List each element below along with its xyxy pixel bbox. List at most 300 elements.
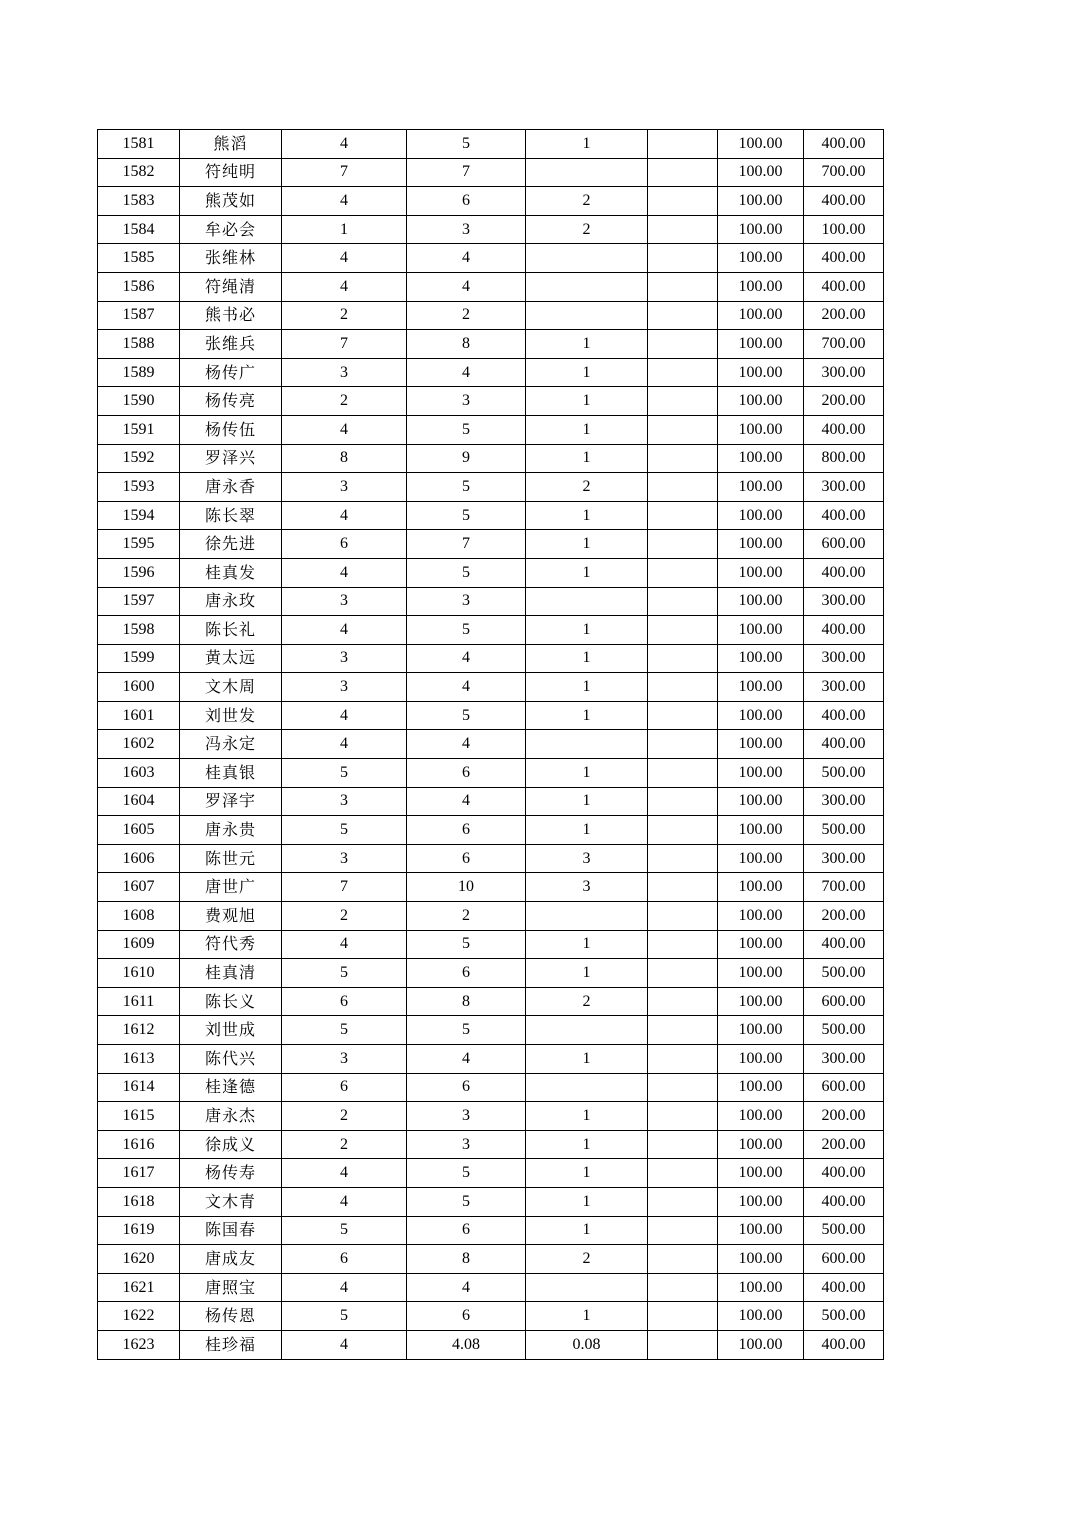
unit-amount-cell: 100.00	[718, 587, 804, 616]
total-amount-cell: 300.00	[804, 1045, 884, 1074]
serial-number-cell: 1593	[98, 473, 180, 502]
table-row	[98, 587, 884, 616]
name-cell: 费观旭	[180, 902, 282, 931]
count-b-cell: 5	[407, 930, 526, 959]
serial-number-cell: 1581	[98, 130, 180, 159]
blank-cell	[648, 272, 718, 301]
blank-cell	[648, 1330, 718, 1359]
data-table	[97, 129, 884, 1360]
count-a-cell: 3	[282, 473, 407, 502]
count-c-cell: 1	[526, 558, 648, 587]
unit-amount-cell: 100.00	[718, 902, 804, 931]
count-b-cell: 2	[407, 902, 526, 931]
count-a-cell: 4	[282, 272, 407, 301]
count-c-cell	[526, 244, 648, 273]
table-row	[98, 244, 884, 273]
unit-amount-cell: 100.00	[718, 1045, 804, 1074]
blank-cell	[648, 1216, 718, 1245]
count-a-cell: 6	[282, 1073, 407, 1102]
count-a-cell: 6	[282, 530, 407, 559]
name-cell: 唐永贵	[180, 816, 282, 845]
blank-cell	[648, 959, 718, 988]
count-b-cell: 5	[407, 1016, 526, 1045]
blank-cell	[648, 358, 718, 387]
blank-cell	[648, 301, 718, 330]
count-b-cell: 7	[407, 530, 526, 559]
total-amount-cell: 300.00	[804, 358, 884, 387]
table-row	[98, 272, 884, 301]
table-row	[98, 1330, 884, 1359]
count-c-cell: 1	[526, 644, 648, 673]
count-b-cell: 8	[407, 987, 526, 1016]
name-cell: 唐世广	[180, 873, 282, 902]
unit-amount-cell: 100.00	[718, 301, 804, 330]
unit-amount-cell: 100.00	[718, 187, 804, 216]
count-a-cell: 5	[282, 959, 407, 988]
table-body	[98, 130, 884, 1360]
count-b-cell: 10	[407, 873, 526, 902]
table-row	[98, 530, 884, 559]
count-b-cell: 4	[407, 787, 526, 816]
count-a-cell: 3	[282, 1045, 407, 1074]
count-b-cell: 8	[407, 330, 526, 359]
table-row	[98, 987, 884, 1016]
blank-cell	[648, 187, 718, 216]
unit-amount-cell: 100.00	[718, 816, 804, 845]
count-a-cell: 4	[282, 1330, 407, 1359]
count-a-cell: 2	[282, 387, 407, 416]
table-row	[98, 844, 884, 873]
count-a-cell: 4	[282, 1273, 407, 1302]
unit-amount-cell: 100.00	[718, 358, 804, 387]
count-c-cell: 1	[526, 1159, 648, 1188]
unit-amount-cell: 100.00	[718, 1216, 804, 1245]
name-cell: 唐永香	[180, 473, 282, 502]
count-a-cell: 7	[282, 158, 407, 187]
count-c-cell: 1	[526, 444, 648, 473]
name-cell: 文木青	[180, 1187, 282, 1216]
serial-number-cell: 1597	[98, 587, 180, 616]
unit-amount-cell: 100.00	[718, 959, 804, 988]
unit-amount-cell: 100.00	[718, 558, 804, 587]
unit-amount-cell: 100.00	[718, 158, 804, 187]
count-c-cell: 1	[526, 530, 648, 559]
table-row	[98, 1073, 884, 1102]
count-b-cell: 5	[407, 473, 526, 502]
name-cell: 符绳清	[180, 272, 282, 301]
table-row	[98, 501, 884, 530]
serial-number-cell: 1601	[98, 701, 180, 730]
total-amount-cell: 600.00	[804, 530, 884, 559]
unit-amount-cell: 100.00	[718, 1330, 804, 1359]
count-b-cell: 5	[407, 1187, 526, 1216]
count-c-cell: 1	[526, 330, 648, 359]
count-a-cell: 5	[282, 1216, 407, 1245]
name-cell: 罗泽兴	[180, 444, 282, 473]
total-amount-cell: 500.00	[804, 1016, 884, 1045]
unit-amount-cell: 100.00	[718, 1102, 804, 1131]
count-b-cell: 6	[407, 1073, 526, 1102]
blank-cell	[648, 730, 718, 759]
total-amount-cell: 200.00	[804, 387, 884, 416]
table-row	[98, 816, 884, 845]
blank-cell	[648, 215, 718, 244]
total-amount-cell: 500.00	[804, 1302, 884, 1331]
name-cell: 陈世元	[180, 844, 282, 873]
count-a-cell: 7	[282, 330, 407, 359]
table-row	[98, 444, 884, 473]
unit-amount-cell: 100.00	[718, 616, 804, 645]
name-cell: 杨传亮	[180, 387, 282, 416]
count-c-cell: 2	[526, 987, 648, 1016]
serial-number-cell: 1622	[98, 1302, 180, 1331]
serial-number-cell: 1621	[98, 1273, 180, 1302]
name-cell: 刘世成	[180, 1016, 282, 1045]
blank-cell	[648, 501, 718, 530]
table-row	[98, 215, 884, 244]
name-cell: 文木周	[180, 673, 282, 702]
data-sheet	[97, 129, 884, 1360]
table-row	[98, 1187, 884, 1216]
name-cell: 桂珍福	[180, 1330, 282, 1359]
table-row	[98, 387, 884, 416]
count-b-cell: 4	[407, 358, 526, 387]
blank-cell	[648, 673, 718, 702]
table-row	[98, 358, 884, 387]
count-c-cell: 1	[526, 1187, 648, 1216]
serial-number-cell: 1586	[98, 272, 180, 301]
name-cell: 张维兵	[180, 330, 282, 359]
name-cell: 符代秀	[180, 930, 282, 959]
blank-cell	[648, 473, 718, 502]
unit-amount-cell: 100.00	[718, 1159, 804, 1188]
table-row	[98, 330, 884, 359]
count-c-cell: 2	[526, 187, 648, 216]
table-row	[98, 1159, 884, 1188]
blank-cell	[648, 387, 718, 416]
table-row	[98, 1273, 884, 1302]
name-cell: 唐永杰	[180, 1102, 282, 1131]
count-b-cell: 6	[407, 816, 526, 845]
name-cell: 牟必会	[180, 215, 282, 244]
name-cell: 杨传广	[180, 358, 282, 387]
table-row	[98, 701, 884, 730]
count-b-cell: 5	[407, 415, 526, 444]
count-b-cell: 4	[407, 1045, 526, 1074]
count-a-cell: 2	[282, 902, 407, 931]
count-a-cell: 4	[282, 616, 407, 645]
count-b-cell: 9	[407, 444, 526, 473]
count-b-cell: 6	[407, 844, 526, 873]
name-cell: 杨传伍	[180, 415, 282, 444]
table-row	[98, 644, 884, 673]
table-row	[98, 759, 884, 788]
count-c-cell: 0.08	[526, 1330, 648, 1359]
count-b-cell: 5	[407, 501, 526, 530]
name-cell: 熊滔	[180, 130, 282, 159]
count-c-cell: 1	[526, 930, 648, 959]
blank-cell	[648, 130, 718, 159]
blank-cell	[648, 1302, 718, 1331]
count-c-cell: 1	[526, 1302, 648, 1331]
count-b-cell: 2	[407, 301, 526, 330]
count-c-cell: 1	[526, 387, 648, 416]
serial-number-cell: 1616	[98, 1130, 180, 1159]
blank-cell	[648, 244, 718, 273]
total-amount-cell: 700.00	[804, 330, 884, 359]
count-b-cell: 4	[407, 730, 526, 759]
table-row	[98, 959, 884, 988]
blank-cell	[648, 587, 718, 616]
table-row	[98, 558, 884, 587]
table-row	[98, 787, 884, 816]
count-a-cell: 2	[282, 1102, 407, 1131]
count-c-cell: 1	[526, 501, 648, 530]
count-b-cell: 5	[407, 616, 526, 645]
serial-number-cell: 1591	[98, 415, 180, 444]
count-c-cell: 1	[526, 816, 648, 845]
count-a-cell: 7	[282, 873, 407, 902]
unit-amount-cell: 100.00	[718, 873, 804, 902]
count-a-cell: 3	[282, 587, 407, 616]
count-c-cell: 2	[526, 473, 648, 502]
table-row	[98, 930, 884, 959]
blank-cell	[648, 1073, 718, 1102]
blank-cell	[648, 616, 718, 645]
name-cell: 桂真银	[180, 759, 282, 788]
unit-amount-cell: 100.00	[718, 1245, 804, 1274]
serial-number-cell: 1596	[98, 558, 180, 587]
serial-number-cell: 1595	[98, 530, 180, 559]
count-a-cell: 4	[282, 558, 407, 587]
blank-cell	[648, 873, 718, 902]
count-a-cell: 6	[282, 1245, 407, 1274]
count-a-cell: 6	[282, 987, 407, 1016]
unit-amount-cell: 100.00	[718, 1073, 804, 1102]
count-c-cell: 2	[526, 1245, 648, 1274]
blank-cell	[648, 1273, 718, 1302]
unit-amount-cell: 100.00	[718, 1273, 804, 1302]
total-amount-cell: 400.00	[804, 244, 884, 273]
table-row	[98, 473, 884, 502]
unit-amount-cell: 100.00	[718, 987, 804, 1016]
count-a-cell: 5	[282, 816, 407, 845]
total-amount-cell: 300.00	[804, 787, 884, 816]
serial-number-cell: 1611	[98, 987, 180, 1016]
unit-amount-cell: 100.00	[718, 730, 804, 759]
total-amount-cell: 200.00	[804, 1130, 884, 1159]
blank-cell	[648, 787, 718, 816]
table-row	[98, 730, 884, 759]
total-amount-cell: 400.00	[804, 1159, 884, 1188]
unit-amount-cell: 100.00	[718, 930, 804, 959]
name-cell: 熊茂如	[180, 187, 282, 216]
total-amount-cell: 200.00	[804, 902, 884, 931]
serial-number-cell: 1607	[98, 873, 180, 902]
unit-amount-cell: 100.00	[718, 215, 804, 244]
count-c-cell: 3	[526, 873, 648, 902]
count-a-cell: 4	[282, 501, 407, 530]
table-row	[98, 301, 884, 330]
count-c-cell	[526, 1073, 648, 1102]
serial-number-cell: 1619	[98, 1216, 180, 1245]
count-a-cell: 4	[282, 1187, 407, 1216]
serial-number-cell: 1605	[98, 816, 180, 845]
blank-cell	[648, 759, 718, 788]
name-cell: 熊书必	[180, 301, 282, 330]
name-cell: 桂真发	[180, 558, 282, 587]
serial-number-cell: 1600	[98, 673, 180, 702]
count-b-cell: 6	[407, 187, 526, 216]
name-cell: 桂逢德	[180, 1073, 282, 1102]
total-amount-cell: 700.00	[804, 873, 884, 902]
blank-cell	[648, 701, 718, 730]
total-amount-cell: 400.00	[804, 616, 884, 645]
count-b-cell: 6	[407, 759, 526, 788]
blank-cell	[648, 987, 718, 1016]
count-c-cell: 1	[526, 1130, 648, 1159]
table-row	[98, 1016, 884, 1045]
unit-amount-cell: 100.00	[718, 501, 804, 530]
blank-cell	[648, 816, 718, 845]
count-a-cell: 1	[282, 215, 407, 244]
name-cell: 罗泽宇	[180, 787, 282, 816]
unit-amount-cell: 100.00	[718, 272, 804, 301]
count-b-cell: 3	[407, 1130, 526, 1159]
total-amount-cell: 600.00	[804, 1073, 884, 1102]
serial-number-cell: 1617	[98, 1159, 180, 1188]
count-c-cell	[526, 301, 648, 330]
count-b-cell: 3	[407, 587, 526, 616]
blank-cell	[648, 902, 718, 931]
total-amount-cell: 500.00	[804, 816, 884, 845]
serial-number-cell: 1588	[98, 330, 180, 359]
count-b-cell: 8	[407, 1245, 526, 1274]
count-b-cell: 4.08	[407, 1330, 526, 1359]
count-c-cell	[526, 902, 648, 931]
unit-amount-cell: 100.00	[718, 644, 804, 673]
total-amount-cell: 400.00	[804, 730, 884, 759]
count-a-cell: 5	[282, 759, 407, 788]
table-row	[98, 1216, 884, 1245]
table-row	[98, 130, 884, 159]
count-c-cell	[526, 1016, 648, 1045]
count-c-cell: 1	[526, 616, 648, 645]
name-cell: 陈长义	[180, 987, 282, 1016]
count-c-cell	[526, 272, 648, 301]
serial-number-cell: 1589	[98, 358, 180, 387]
unit-amount-cell: 100.00	[718, 787, 804, 816]
total-amount-cell: 400.00	[804, 558, 884, 587]
count-c-cell: 1	[526, 415, 648, 444]
serial-number-cell: 1620	[98, 1245, 180, 1274]
total-amount-cell: 500.00	[804, 1216, 884, 1245]
count-c-cell: 2	[526, 215, 648, 244]
unit-amount-cell: 100.00	[718, 1302, 804, 1331]
serial-number-cell: 1594	[98, 501, 180, 530]
total-amount-cell: 400.00	[804, 701, 884, 730]
count-c-cell	[526, 587, 648, 616]
count-b-cell: 4	[407, 244, 526, 273]
unit-amount-cell: 100.00	[718, 415, 804, 444]
total-amount-cell: 400.00	[804, 1187, 884, 1216]
total-amount-cell: 500.00	[804, 759, 884, 788]
total-amount-cell: 300.00	[804, 473, 884, 502]
count-b-cell: 4	[407, 644, 526, 673]
serial-number-cell: 1582	[98, 158, 180, 187]
unit-amount-cell: 100.00	[718, 701, 804, 730]
count-a-cell: 8	[282, 444, 407, 473]
total-amount-cell: 300.00	[804, 644, 884, 673]
table-row	[98, 1245, 884, 1274]
name-cell: 陈长翠	[180, 501, 282, 530]
total-amount-cell: 400.00	[804, 1273, 884, 1302]
serial-number-cell: 1590	[98, 387, 180, 416]
total-amount-cell: 700.00	[804, 158, 884, 187]
count-b-cell: 5	[407, 558, 526, 587]
name-cell: 黄太远	[180, 644, 282, 673]
count-b-cell: 4	[407, 272, 526, 301]
count-c-cell: 1	[526, 358, 648, 387]
count-a-cell: 5	[282, 1016, 407, 1045]
unit-amount-cell: 100.00	[718, 673, 804, 702]
count-c-cell	[526, 730, 648, 759]
count-b-cell: 5	[407, 1159, 526, 1188]
unit-amount-cell: 100.00	[718, 844, 804, 873]
name-cell: 唐成友	[180, 1245, 282, 1274]
total-amount-cell: 400.00	[804, 130, 884, 159]
count-a-cell: 4	[282, 130, 407, 159]
count-a-cell: 4	[282, 244, 407, 273]
count-c-cell: 1	[526, 1045, 648, 1074]
blank-cell	[648, 844, 718, 873]
count-a-cell: 5	[282, 1302, 407, 1331]
count-c-cell: 1	[526, 1102, 648, 1131]
name-cell: 符纯明	[180, 158, 282, 187]
serial-number-cell: 1606	[98, 844, 180, 873]
table-row	[98, 158, 884, 187]
table-row	[98, 1130, 884, 1159]
count-b-cell: 3	[407, 1102, 526, 1131]
name-cell: 陈代兴	[180, 1045, 282, 1074]
serial-number-cell: 1623	[98, 1330, 180, 1359]
count-c-cell: 1	[526, 759, 648, 788]
name-cell: 冯永定	[180, 730, 282, 759]
count-b-cell: 3	[407, 215, 526, 244]
table-row	[98, 873, 884, 902]
serial-number-cell: 1604	[98, 787, 180, 816]
table-row	[98, 187, 884, 216]
serial-number-cell: 1585	[98, 244, 180, 273]
blank-cell	[648, 1016, 718, 1045]
table-row	[98, 1102, 884, 1131]
total-amount-cell: 800.00	[804, 444, 884, 473]
blank-cell	[648, 930, 718, 959]
unit-amount-cell: 100.00	[718, 530, 804, 559]
total-amount-cell: 400.00	[804, 930, 884, 959]
count-b-cell: 4	[407, 673, 526, 702]
serial-number-cell: 1583	[98, 187, 180, 216]
blank-cell	[648, 415, 718, 444]
blank-cell	[648, 1245, 718, 1274]
table-row	[98, 673, 884, 702]
total-amount-cell: 100.00	[804, 215, 884, 244]
count-a-cell: 4	[282, 1159, 407, 1188]
name-cell: 杨传恩	[180, 1302, 282, 1331]
serial-number-cell: 1603	[98, 759, 180, 788]
unit-amount-cell: 100.00	[718, 759, 804, 788]
blank-cell	[648, 158, 718, 187]
